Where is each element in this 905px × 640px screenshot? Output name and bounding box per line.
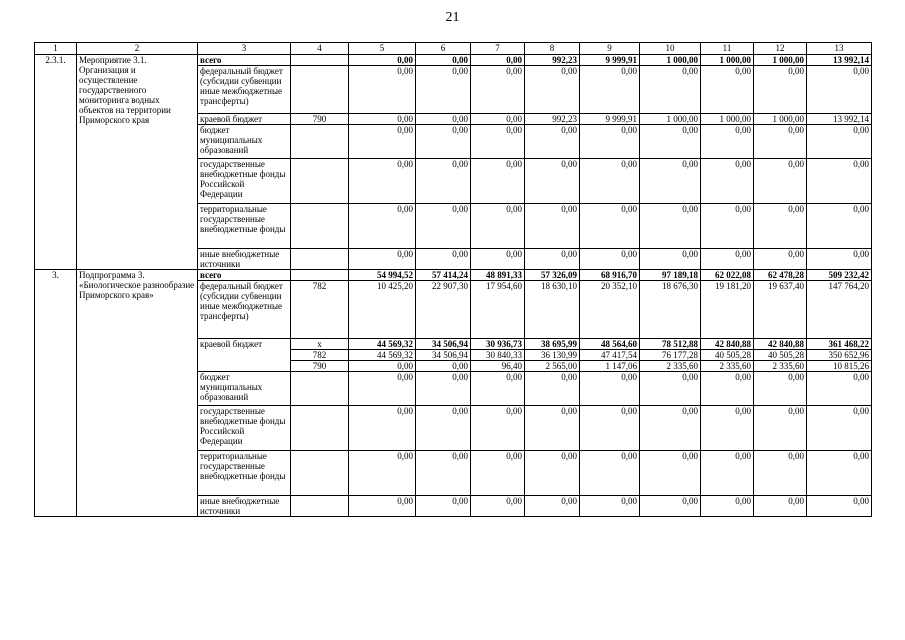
value-cell: 0,00 xyxy=(349,372,416,406)
value-cell: 1 000,00 xyxy=(754,55,807,66)
funding-source: бюджет муниципальных образований xyxy=(198,372,291,406)
value-cell: 96,40 xyxy=(471,361,525,372)
value-cell: 0,00 xyxy=(416,66,471,114)
value-cell: 9 999,91 xyxy=(580,114,640,125)
header-cell: 11 xyxy=(701,43,754,55)
table-row xyxy=(35,55,872,66)
value-cell: 0,00 xyxy=(701,451,754,496)
value-cell: 0,00 xyxy=(640,249,701,270)
value-cell: 0,00 xyxy=(349,66,416,114)
value-cell: 36 130,99 xyxy=(525,350,580,361)
value-cell: 10 815,26 xyxy=(807,361,872,372)
value-cell: 68 916,70 xyxy=(580,270,640,281)
value-cell: 0,00 xyxy=(807,204,872,249)
value-cell: 22 907,30 xyxy=(416,281,471,339)
value-cell: 42 840,88 xyxy=(701,339,754,350)
value-cell: 0,00 xyxy=(349,204,416,249)
value-cell: 34 506,94 xyxy=(416,339,471,350)
value-cell: 0,00 xyxy=(471,114,525,125)
value-cell: 42 840,88 xyxy=(754,339,807,350)
value-cell: 0,00 xyxy=(349,114,416,125)
value-cell: 0,00 xyxy=(754,204,807,249)
value-cell: 0,00 xyxy=(471,372,525,406)
value-cell: 1 000,00 xyxy=(701,114,754,125)
value-cell: 0,00 xyxy=(701,66,754,114)
value-cell: 0,00 xyxy=(471,451,525,496)
value-cell: 0,00 xyxy=(525,451,580,496)
value-cell: 0,00 xyxy=(416,249,471,270)
value-cell: 0,00 xyxy=(471,159,525,204)
value-cell: 19 637,40 xyxy=(754,281,807,339)
value-cell: 0,00 xyxy=(525,159,580,204)
value-cell: 0,00 xyxy=(416,114,471,125)
value-cell: 20 352,10 xyxy=(580,281,640,339)
value-cell: 17 954,60 xyxy=(471,281,525,339)
value-cell: 0,00 xyxy=(580,451,640,496)
value-cell: 0,00 xyxy=(471,66,525,114)
value-cell: 147 764,20 xyxy=(807,281,872,339)
value-cell: 992,23 xyxy=(525,55,580,66)
kbk-code xyxy=(291,249,349,270)
value-cell: 1 000,00 xyxy=(640,55,701,66)
value-cell: 0,00 xyxy=(640,406,701,451)
kbk-code xyxy=(291,451,349,496)
value-cell: 0,00 xyxy=(416,451,471,496)
value-cell: 0,00 xyxy=(416,406,471,451)
value-cell: 0,00 xyxy=(349,125,416,159)
value-cell: 0,00 xyxy=(471,406,525,451)
value-cell: 2 335,60 xyxy=(640,361,701,372)
funding-source: всего xyxy=(198,55,291,66)
funding-source: иные внебюджетные источники xyxy=(198,496,291,517)
kbk-code: 790 xyxy=(291,114,349,125)
kbk-code xyxy=(291,66,349,114)
value-cell: 18 630,10 xyxy=(525,281,580,339)
value-cell: 0,00 xyxy=(349,406,416,451)
value-cell: 0,00 xyxy=(754,249,807,270)
funding-source: краевой бюджет xyxy=(198,114,291,125)
kbk-code xyxy=(291,55,349,66)
value-cell: 0,00 xyxy=(349,55,416,66)
value-cell: 38 695,99 xyxy=(525,339,580,350)
header-cell: 13 xyxy=(807,43,872,55)
value-cell: 0,00 xyxy=(471,496,525,517)
funding-source: государственные внебюджетные фонды Российской Федерации xyxy=(198,406,291,451)
kbk-code: 782 xyxy=(291,350,349,361)
value-cell: 0,00 xyxy=(416,361,471,372)
value-cell: 1 000,00 xyxy=(701,55,754,66)
value-cell: 13 992,14 xyxy=(807,55,872,66)
kbk-code xyxy=(291,125,349,159)
table-row xyxy=(35,270,872,281)
value-cell: 0,00 xyxy=(349,361,416,372)
kbk-code: 790 xyxy=(291,361,349,372)
value-cell: 0,00 xyxy=(701,372,754,406)
value-cell: 0,00 xyxy=(640,372,701,406)
value-cell: 40 505,28 xyxy=(754,350,807,361)
value-cell: 0,00 xyxy=(580,125,640,159)
kbk-code xyxy=(291,496,349,517)
value-cell: 18 676,30 xyxy=(640,281,701,339)
value-cell: 0,00 xyxy=(701,406,754,451)
value-cell: 361 468,22 xyxy=(807,339,872,350)
value-cell: 0,00 xyxy=(525,66,580,114)
value-cell: 44 569,32 xyxy=(349,350,416,361)
value-cell: 13 992,14 xyxy=(807,114,872,125)
value-cell: 509 232,42 xyxy=(807,270,872,281)
value-cell: 62 022,08 xyxy=(701,270,754,281)
value-cell: 0,00 xyxy=(580,249,640,270)
funding-source: государственные внебюджетные фонды Российской Федерации xyxy=(198,159,291,204)
value-cell: 2 335,60 xyxy=(754,361,807,372)
value-cell: 0,00 xyxy=(701,249,754,270)
value-cell: 0,00 xyxy=(416,125,471,159)
value-cell: 0,00 xyxy=(525,496,580,517)
value-cell: 48 891,33 xyxy=(471,270,525,281)
page-number: 21 xyxy=(445,10,460,25)
header-row xyxy=(35,43,872,55)
kbk-code: х xyxy=(291,339,349,350)
header-cell: 5 xyxy=(349,43,416,55)
value-cell: 0,00 xyxy=(807,451,872,496)
header-cell: 6 xyxy=(416,43,471,55)
value-cell: 0,00 xyxy=(807,406,872,451)
value-cell: 30 840,33 xyxy=(471,350,525,361)
kbk-code xyxy=(291,270,349,281)
value-cell: 0,00 xyxy=(349,159,416,204)
header-cell: 4 xyxy=(291,43,349,55)
value-cell: 1 000,00 xyxy=(754,114,807,125)
value-cell: 0,00 xyxy=(525,406,580,451)
value-cell: 0,00 xyxy=(640,125,701,159)
value-cell: 0,00 xyxy=(754,372,807,406)
value-cell: 10 425,20 xyxy=(349,281,416,339)
value-cell: 48 564,60 xyxy=(580,339,640,350)
funding-source: иные внебюджетные источники xyxy=(198,249,291,270)
header-cell: 8 xyxy=(525,43,580,55)
header-cell: 1 xyxy=(35,43,77,55)
value-cell: 0,00 xyxy=(807,496,872,517)
header-cell: 7 xyxy=(471,43,525,55)
value-cell: 0,00 xyxy=(580,496,640,517)
value-cell: 0,00 xyxy=(807,66,872,114)
section-title: Мероприятие 3.1. Организация и осуществление государственного мониторинга водных объектов на территории Приморского края xyxy=(77,55,198,270)
funding-source: федеральный бюджет (субсидии субвенции иные межбюджетные трансферты) xyxy=(198,66,291,114)
value-cell: 0,00 xyxy=(349,496,416,517)
value-cell: 0,00 xyxy=(580,406,640,451)
value-cell: 992,23 xyxy=(525,114,580,125)
value-cell: 19 181,20 xyxy=(701,281,754,339)
value-cell: 350 652,96 xyxy=(807,350,872,361)
value-cell: 0,00 xyxy=(640,496,701,517)
value-cell: 0,00 xyxy=(640,204,701,249)
value-cell: 0,00 xyxy=(580,159,640,204)
value-cell: 0,00 xyxy=(807,249,872,270)
kbk-code: 782 xyxy=(291,281,349,339)
value-cell: 0,00 xyxy=(807,159,872,204)
value-cell: 0,00 xyxy=(754,496,807,517)
value-cell: 0,00 xyxy=(807,372,872,406)
value-cell: 1 000,00 xyxy=(640,114,701,125)
value-cell: 0,00 xyxy=(471,204,525,249)
value-cell: 57 326,09 xyxy=(525,270,580,281)
funding-source: краевой бюджет xyxy=(198,339,291,372)
value-cell: 0,00 xyxy=(580,204,640,249)
value-cell: 0,00 xyxy=(640,159,701,204)
value-cell: 0,00 xyxy=(580,66,640,114)
funding-source: территориальные государственные внебюджетные фонды xyxy=(198,451,291,496)
header-cell: 3 xyxy=(198,43,291,55)
kbk-code xyxy=(291,159,349,204)
section-code: 3. xyxy=(35,270,77,517)
value-cell: 0,00 xyxy=(471,249,525,270)
value-cell: 1 147,06 xyxy=(580,361,640,372)
value-cell: 0,00 xyxy=(416,55,471,66)
header-cell: 10 xyxy=(640,43,701,55)
value-cell: 0,00 xyxy=(580,372,640,406)
value-cell: 0,00 xyxy=(701,496,754,517)
value-cell: 47 417,54 xyxy=(580,350,640,361)
value-cell: 30 936,73 xyxy=(471,339,525,350)
value-cell: 0,00 xyxy=(525,372,580,406)
kbk-code xyxy=(291,406,349,451)
funding-source: территориальные государственные внебюджетные фонды xyxy=(198,204,291,249)
value-cell: 76 177,28 xyxy=(640,350,701,361)
value-cell: 54 994,52 xyxy=(349,270,416,281)
value-cell: 2 335,60 xyxy=(701,361,754,372)
section-title: Подпрограмма 3. «Биологическое разнообразие Приморского края» xyxy=(77,270,198,517)
value-cell: 0,00 xyxy=(525,249,580,270)
value-cell: 2 565,00 xyxy=(525,361,580,372)
header-cell: 12 xyxy=(754,43,807,55)
value-cell: 0,00 xyxy=(525,125,580,159)
value-cell: 0,00 xyxy=(416,204,471,249)
value-cell: 9 999,91 xyxy=(580,55,640,66)
value-cell: 0,00 xyxy=(471,125,525,159)
value-cell: 0,00 xyxy=(416,372,471,406)
kbk-code xyxy=(291,204,349,249)
value-cell: 0,00 xyxy=(416,159,471,204)
value-cell: 40 505,28 xyxy=(701,350,754,361)
value-cell: 0,00 xyxy=(701,159,754,204)
value-cell: 0,00 xyxy=(754,125,807,159)
funding-source: всего xyxy=(198,270,291,281)
value-cell: 0,00 xyxy=(471,55,525,66)
value-cell: 0,00 xyxy=(525,204,580,249)
header-cell: 9 xyxy=(580,43,640,55)
kbk-code xyxy=(291,372,349,406)
value-cell: 62 478,28 xyxy=(754,270,807,281)
value-cell: 0,00 xyxy=(416,496,471,517)
value-cell: 78 512,88 xyxy=(640,339,701,350)
section-code: 2.3.1. xyxy=(35,55,77,270)
value-cell: 0,00 xyxy=(807,125,872,159)
value-cell: 0,00 xyxy=(349,451,416,496)
value-cell: 0,00 xyxy=(754,451,807,496)
value-cell: 0,00 xyxy=(640,66,701,114)
value-cell: 44 569,32 xyxy=(349,339,416,350)
budget-table xyxy=(34,42,872,517)
funding-source: федеральный бюджет (субсидии субвенции иные межбюджетные трансферты) xyxy=(198,281,291,339)
value-cell: 0,00 xyxy=(754,406,807,451)
value-cell: 0,00 xyxy=(701,125,754,159)
value-cell: 57 414,24 xyxy=(416,270,471,281)
value-cell: 97 189,18 xyxy=(640,270,701,281)
value-cell: 0,00 xyxy=(754,66,807,114)
value-cell: 34 506,94 xyxy=(416,350,471,361)
value-cell: 0,00 xyxy=(754,159,807,204)
value-cell: 0,00 xyxy=(701,204,754,249)
value-cell: 0,00 xyxy=(349,249,416,270)
value-cell: 0,00 xyxy=(640,451,701,496)
header-cell: 2 xyxy=(77,43,198,55)
funding-source: бюджет муниципальных образований xyxy=(198,125,291,159)
